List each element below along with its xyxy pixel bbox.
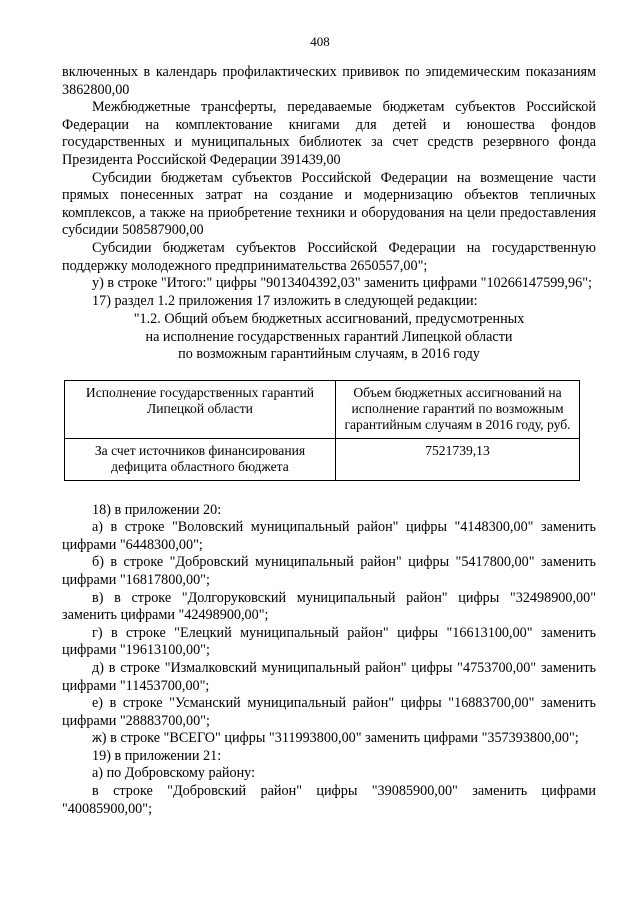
caption-line: "1.2. Общий объем бюджетных ассигнований, предусмотренных	[133, 311, 525, 328]
table-header-row	[65, 380, 580, 438]
paragraph: Субсидии бюджетам субъектов Российской Федерации на возмещение части прямых понесенных затрат на создание и модернизацию объектов тепличных комплексов, а также на приобретение техники и оборудования на цели предоставления субсидии 508587900,00	[62, 169, 596, 239]
paragraph: в строке "Добровский район" цифры "39085900,00" заменить цифрами "40085900,00";	[62, 783, 596, 817]
paragraph: г) в строке "Елецкий муниципальный район" цифры "16613100,00" заменить цифрами "19613100,00";	[62, 624, 596, 659]
guarantee-table	[64, 380, 580, 481]
paragraph: е) в строке "Усманский муниципальный район" цифры "16883700,00" заменить цифрами "28883700,00";	[62, 695, 596, 729]
paragraph: д) в строке "Измалковский муниципальный район" цифры "4753700,00" заменить цифрами "11453700,00";	[62, 659, 596, 694]
page-number: 408	[310, 34, 330, 49]
paragraph: ж) в строке "ВСЕГО" цифры "311993800,00" заменить цифрами "357393800,00";	[92, 730, 579, 747]
paragraph: 17) раздел 1.2 приложения 17 изложить в следующей редакции:	[92, 292, 478, 309]
paragraph: а) по Добровскому району:	[92, 765, 256, 782]
document-body	[62, 64, 596, 818]
paragraph: у) в строке "Итого:" цифры "9013404392,03" заменить цифрами "10266147599,96";	[92, 275, 592, 292]
amendments-list	[62, 502, 596, 819]
paragraph: в) в строке "Долгоруковский муниципальный район" цифры "32498900,00" заменить цифрами "42498900,00";	[62, 589, 596, 624]
paragraph: включенных в календарь профилактических прививок по эпидемическим показаниям 3862800,00	[62, 64, 596, 98]
caption-line: на исполнение государственных гарантий Липецкой области	[145, 328, 513, 345]
table-header-cell: Объем бюджетных ассигнований на исполнение гарантий по возможным гарантийным случаям в 2016 году, руб.	[336, 380, 580, 438]
caption-line: по возможным гарантийным случаям, в 2016 году	[178, 346, 480, 363]
paragraph: 18) в приложении 20:	[92, 501, 222, 518]
table-caption	[62, 311, 596, 363]
table-cell: За счет источников финансирования дефицита областного бюджета	[65, 438, 336, 480]
table-row	[65, 438, 580, 480]
table-cell: 7521739,13	[336, 438, 580, 480]
table-header-cell: Исполнение государственных гарантий Липецкой области	[65, 380, 336, 438]
paragraph: б) в строке "Добровский муниципальный район" цифры "5417800,00" заменить цифрами "16817800,00";	[62, 554, 596, 588]
paragraph: 19) в приложении 21:	[92, 747, 222, 764]
paragraph: Межбюджетные трансферты, передаваемые бюджетам субъектов Российской Федерации на комплектование книгами для детей и юношества фондов государственных и муниципальных библиотек за счет средств резервного фонда Президента Российской Федерации 391439,00	[62, 99, 596, 168]
paragraph: а) в строке "Воловский муниципальный район" цифры "4148300,00" заменить цифрами "6448300,00";	[62, 519, 596, 553]
paragraph: Субсидии бюджетам субъектов Российской Федерации на государственную поддержку молодежного предпринимательства 2650557,00";	[62, 239, 596, 274]
